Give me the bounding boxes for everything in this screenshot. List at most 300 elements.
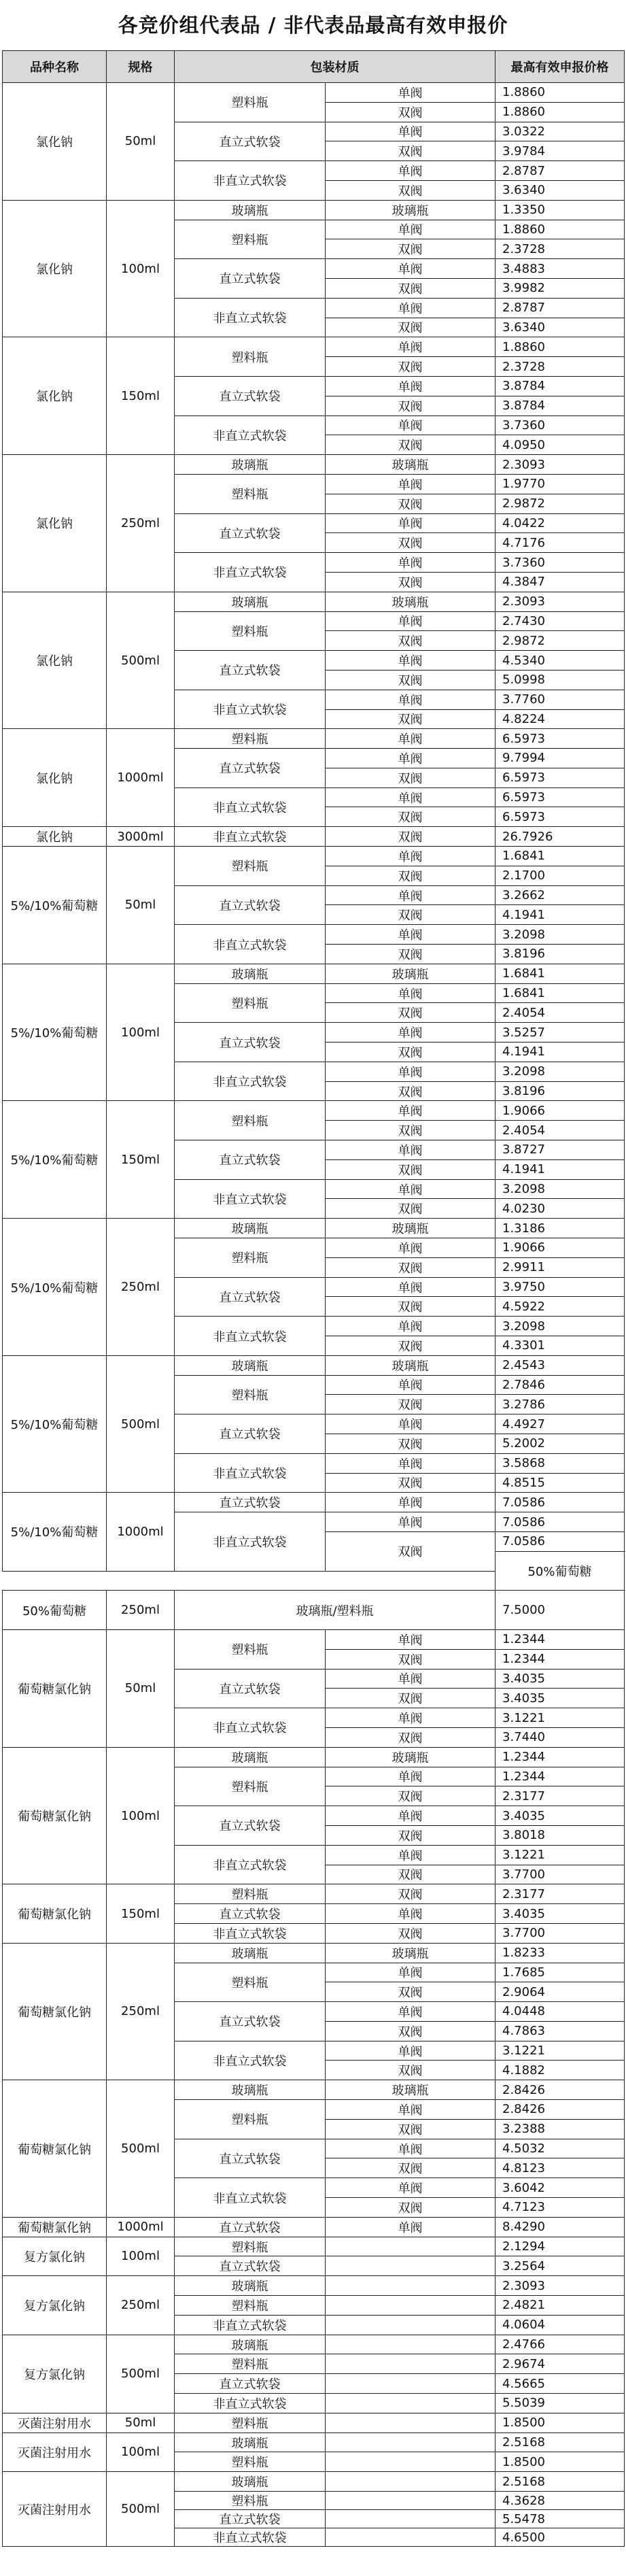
table-cell: 双阀 bbox=[326, 1825, 495, 1845]
table-cell: 双阀 bbox=[326, 1865, 495, 1884]
table-cell: 单阀 bbox=[326, 2041, 495, 2061]
price-cell: 4.0604 bbox=[495, 2315, 625, 2335]
table-cell: 单阀 bbox=[326, 1708, 495, 1728]
table-row bbox=[3, 455, 625, 475]
price-cell: 4.7863 bbox=[495, 2021, 625, 2041]
table-cell: 50%葡萄糖 bbox=[495, 1551, 625, 1591]
table-cell: 单阀 bbox=[326, 1023, 495, 1043]
table-cell: 直立式软袋 bbox=[175, 1806, 326, 1846]
table-cell: 单阀 bbox=[326, 2100, 495, 2120]
price-cell: 3.8196 bbox=[495, 1081, 625, 1101]
table-cell: 双阀 bbox=[326, 239, 495, 259]
table-cell: 塑料瓶 bbox=[175, 1884, 326, 1904]
price-cell: 5.2002 bbox=[495, 1434, 625, 1453]
table-cell bbox=[326, 2354, 495, 2374]
table-cell: 双阀 bbox=[326, 1121, 495, 1140]
table-cell: 单阀 bbox=[326, 553, 495, 573]
table-cell: 单阀 bbox=[326, 1140, 495, 1160]
table-row bbox=[3, 964, 625, 983]
table-cell: 塑料瓶 bbox=[175, 983, 326, 1023]
price-cell: 2.3728 bbox=[495, 239, 625, 259]
table-cell: 玻璃瓶 bbox=[326, 1355, 495, 1375]
table-cell: 非直立式软袋 bbox=[175, 1453, 326, 1493]
table-cell: 单阀 bbox=[326, 1179, 495, 1199]
table-cell: 玻璃瓶 bbox=[175, 2080, 326, 2100]
price-cell: 1.8500 bbox=[495, 2452, 625, 2472]
price-cell: 4.8224 bbox=[495, 709, 625, 729]
table-cell: 单阀 bbox=[326, 1767, 495, 1786]
table-cell: 单阀 bbox=[326, 847, 495, 866]
price-cell: 2.8426 bbox=[495, 2100, 625, 2120]
price-cell: 3.7440 bbox=[495, 1727, 625, 1747]
price-cell: 2.3093 bbox=[495, 592, 625, 611]
table-cell: 单阀 bbox=[326, 1493, 495, 1512]
price-cell: 3.4883 bbox=[495, 259, 625, 279]
table-cell: 双阀 bbox=[326, 1257, 495, 1277]
price-cell: 2.4543 bbox=[495, 1355, 625, 1375]
table-cell: 1000ml bbox=[107, 729, 175, 827]
table-cell: 塑料瓶 bbox=[175, 1101, 326, 1140]
table-cell: 玻璃瓶 bbox=[175, 2276, 326, 2296]
table-cell: 玻璃瓶 bbox=[175, 592, 326, 611]
price-cell: 4.5922 bbox=[495, 1297, 625, 1317]
table-cell: 单阀 bbox=[326, 1806, 495, 1826]
table-cell: 玻璃瓶 bbox=[175, 2335, 326, 2354]
table-row bbox=[3, 2080, 625, 2100]
price-cell: 2.7846 bbox=[495, 1375, 625, 1395]
price-cell: 7.0586 bbox=[495, 1531, 625, 1551]
table-cell: 塑料瓶 bbox=[175, 1629, 326, 1669]
price-cell: 3.4035 bbox=[495, 1806, 625, 1826]
table-cell: 250ml bbox=[107, 2276, 175, 2335]
table-row bbox=[3, 2433, 625, 2452]
price-cell: 2.8787 bbox=[495, 161, 625, 181]
table-cell: 单阀 bbox=[326, 2178, 495, 2198]
table-cell: 非直立式软袋 bbox=[175, 1845, 326, 1884]
table-cell: 塑料瓶 bbox=[175, 1238, 326, 1278]
table-cell: 玻璃瓶 bbox=[175, 2472, 326, 2492]
price-cell: 2.9064 bbox=[495, 1982, 625, 2002]
table-cell: 500ml bbox=[107, 592, 175, 729]
table-cell: 玻璃瓶 bbox=[326, 964, 495, 983]
table-cell: 非直立式软袋 bbox=[175, 1179, 326, 1219]
table-cell: 50ml bbox=[107, 1629, 175, 1747]
table-cell: 非直立式软袋 bbox=[175, 1512, 326, 1571]
table-row bbox=[3, 1884, 625, 1904]
table-cell: 氯化钠 bbox=[3, 337, 107, 455]
table-cell: 5%/10%葡萄糖 bbox=[3, 847, 107, 964]
table-cell: 塑料瓶 bbox=[175, 611, 326, 651]
table-cell: 直立式软袋 bbox=[175, 1140, 326, 1180]
table-cell: 玻璃瓶 bbox=[175, 1219, 326, 1238]
price-cell: 3.6340 bbox=[495, 318, 625, 337]
table-cell: 塑料瓶 bbox=[175, 1963, 326, 2002]
table-cell: 双阀 bbox=[326, 1297, 495, 1317]
price-cell: 4.0230 bbox=[495, 1199, 625, 1219]
table-cell: 葡萄糖氯化钠 bbox=[3, 2217, 107, 2237]
table-cell bbox=[326, 2374, 495, 2394]
price-cell: 2.4054 bbox=[495, 1003, 625, 1023]
table-cell: 150ml bbox=[107, 1101, 175, 1219]
table-cell bbox=[326, 2433, 495, 2452]
table-cell: 单阀 bbox=[326, 2139, 495, 2158]
table-cell: 直立式软袋 bbox=[175, 2139, 326, 2178]
table-row bbox=[3, 2237, 625, 2256]
table-cell: 双阀 bbox=[326, 278, 495, 298]
table-cell: 玻璃瓶 bbox=[326, 1943, 495, 1963]
price-cell: 1.6841 bbox=[495, 983, 625, 1003]
table-cell: 双阀 bbox=[326, 1884, 495, 1904]
table-cell: 单阀 bbox=[326, 1512, 495, 1532]
table-cell: 双阀 bbox=[326, 1081, 495, 1101]
table-cell: 单阀 bbox=[326, 2217, 495, 2237]
table-cell: 非直立式软袋 bbox=[175, 925, 326, 964]
table-cell: 双阀 bbox=[326, 670, 495, 690]
table-cell: 直立式软袋 bbox=[175, 376, 326, 416]
price-cell: 2.4821 bbox=[495, 2296, 625, 2316]
table-cell: 氯化钠 bbox=[3, 455, 107, 592]
table-row bbox=[3, 2276, 625, 2296]
price-cell: 3.2388 bbox=[495, 2119, 625, 2139]
price-cell: 4.7123 bbox=[495, 2198, 625, 2218]
price-cell: 1.6841 bbox=[495, 847, 625, 866]
price-cell: 4.3301 bbox=[495, 1336, 625, 1356]
table-cell: 直立式软袋 bbox=[175, 749, 326, 788]
table-cell: 单阀 bbox=[326, 1238, 495, 1258]
table-header-row bbox=[3, 51, 625, 83]
table-cell: 单阀 bbox=[326, 298, 495, 318]
table-cell: 非直立式软袋 bbox=[175, 2178, 326, 2218]
table-row bbox=[3, 1355, 625, 1375]
table-cell: 直立式软袋 bbox=[175, 1023, 326, 1062]
price-cell: 3.9982 bbox=[495, 278, 625, 298]
price-cell: 2.5168 bbox=[495, 2433, 625, 2452]
table-row bbox=[3, 827, 625, 847]
table-cell: 塑料瓶 bbox=[175, 2354, 326, 2374]
table-cell: 单阀 bbox=[326, 885, 495, 905]
price-cell: 1.2344 bbox=[495, 1629, 625, 1649]
table-cell: 直立式软袋 bbox=[175, 1414, 326, 1454]
header-packaging: 包装材质 bbox=[175, 51, 495, 83]
table-cell: 单阀 bbox=[326, 474, 495, 494]
table-cell: 塑料瓶 bbox=[175, 2492, 326, 2510]
table-cell: 塑料瓶 bbox=[175, 847, 326, 886]
table-cell: 双阀 bbox=[326, 2061, 495, 2080]
price-cell: 5.5039 bbox=[495, 2394, 625, 2413]
price-cell: 3.6340 bbox=[495, 180, 625, 200]
header-price: 最高有效申报价格 bbox=[495, 51, 625, 83]
price-cell: 1.6841 bbox=[495, 964, 625, 983]
price-cell: 1.7685 bbox=[495, 1963, 625, 1982]
table-cell: 50ml bbox=[107, 2413, 175, 2433]
table-cell: 单阀 bbox=[326, 1904, 495, 1924]
table-cell: 非直立式软袋 bbox=[175, 416, 326, 455]
price-cell: 2.3177 bbox=[495, 1786, 625, 1806]
price-cell: 4.5340 bbox=[495, 651, 625, 671]
table-cell: 双阀 bbox=[326, 945, 495, 964]
table-cell: 灭菌注射用水 bbox=[3, 2413, 107, 2433]
table-cell: 玻璃瓶 bbox=[326, 455, 495, 475]
table-cell: 单阀 bbox=[326, 651, 495, 671]
price-cell: 2.4766 bbox=[495, 2335, 625, 2354]
price-cell: 3.9750 bbox=[495, 1277, 625, 1297]
table-cell: 双阀 bbox=[326, 102, 495, 122]
table-row bbox=[3, 83, 625, 103]
price-cell: 2.9911 bbox=[495, 1257, 625, 1277]
price-cell: 4.1882 bbox=[495, 2061, 625, 2080]
price-cell: 3.5868 bbox=[495, 1453, 625, 1473]
table-cell: 双阀 bbox=[326, 1531, 495, 1571]
table-cell: 100ml bbox=[107, 2237, 175, 2276]
table-cell: 非直立式软袋 bbox=[175, 2041, 326, 2080]
table-cell: 直立式软袋 bbox=[175, 1493, 326, 1512]
table-cell: 双阀 bbox=[326, 827, 495, 847]
price-cell: 7.0586 bbox=[495, 1512, 625, 1532]
price-cell: 3.2098 bbox=[495, 1317, 625, 1336]
table-row bbox=[3, 729, 625, 749]
table-cell: 直立式软袋 bbox=[175, 2002, 326, 2041]
price-cell: 3.8196 bbox=[495, 945, 625, 964]
table-row bbox=[3, 2413, 625, 2433]
table-cell: 双阀 bbox=[326, 572, 495, 592]
table-cell: 双阀 bbox=[326, 435, 495, 455]
table-cell: 氯化钠 bbox=[3, 200, 107, 337]
header-spec: 规格 bbox=[107, 51, 175, 83]
table-cell: 100ml bbox=[107, 1747, 175, 1884]
table-cell: 双阀 bbox=[326, 2198, 495, 2218]
table-cell: 双阀 bbox=[326, 180, 495, 200]
price-cell: 4.8515 bbox=[495, 1473, 625, 1493]
price-cell: 4.0448 bbox=[495, 2002, 625, 2022]
price-cell: 3.4035 bbox=[495, 1904, 625, 1924]
table-cell: 双阀 bbox=[326, 357, 495, 377]
price-cell: 1.8500 bbox=[495, 2413, 625, 2433]
table-cell: 双阀 bbox=[326, 631, 495, 651]
table-cell: 直立式软袋 bbox=[175, 885, 326, 925]
table-cell bbox=[326, 2335, 495, 2354]
table-cell: 塑料瓶 bbox=[175, 474, 326, 513]
table-cell: 50ml bbox=[107, 83, 175, 201]
table-cell: 复方氯化钠 bbox=[3, 2335, 107, 2413]
table-cell: 250ml bbox=[107, 1943, 175, 2080]
table-cell: 单阀 bbox=[326, 1414, 495, 1434]
price-cell: 1.8860 bbox=[495, 337, 625, 357]
table-cell: 玻璃瓶 bbox=[326, 1747, 495, 1767]
price-cell: 4.3628 bbox=[495, 2492, 625, 2510]
table-cell: 双阀 bbox=[326, 709, 495, 729]
table-row bbox=[3, 1493, 625, 1512]
table-cell: 500ml bbox=[107, 2472, 175, 2547]
table-cell: 150ml bbox=[107, 337, 175, 455]
table-cell: 非直立式软袋 bbox=[175, 2394, 326, 2413]
price-cell: 6.5973 bbox=[495, 787, 625, 807]
table-cell: 单阀 bbox=[326, 983, 495, 1003]
price-cell: 3.1221 bbox=[495, 1708, 625, 1728]
table-cell: 单阀 bbox=[326, 1062, 495, 1081]
price-cell: 2.9674 bbox=[495, 2354, 625, 2374]
table-cell: 玻璃瓶 bbox=[175, 1943, 326, 1963]
price-cell: 2.7430 bbox=[495, 611, 625, 631]
table-cell: 双阀 bbox=[326, 866, 495, 885]
table-cell bbox=[326, 2296, 495, 2316]
table-row bbox=[3, 847, 625, 866]
table-cell: 非直立式软袋 bbox=[175, 1317, 326, 1356]
table-row bbox=[3, 1943, 625, 1963]
table-cell: 葡萄糖氯化钠 bbox=[3, 1747, 107, 1884]
table-cell: 单阀 bbox=[326, 787, 495, 807]
table-cell bbox=[326, 2413, 495, 2433]
table-row bbox=[3, 2472, 625, 2492]
table-cell: 1000ml bbox=[107, 1493, 175, 1571]
table-cell: 玻璃瓶 bbox=[175, 2433, 326, 2452]
price-cell: 3.1221 bbox=[495, 2041, 625, 2061]
price-cell: 7.5000 bbox=[495, 1591, 625, 1630]
table-cell: 单阀 bbox=[326, 1845, 495, 1865]
table-cell: 葡萄糖氯化钠 bbox=[3, 1884, 107, 1943]
table-cell: 双阀 bbox=[326, 1199, 495, 1219]
table-cell: 玻璃瓶 bbox=[175, 455, 326, 475]
price-cell: 3.8784 bbox=[495, 396, 625, 416]
table-cell: 500ml bbox=[107, 2080, 175, 2218]
price-cell: 6.5973 bbox=[495, 768, 625, 787]
price-cell: 3.7360 bbox=[495, 553, 625, 573]
table-cell: 玻璃瓶 bbox=[175, 964, 326, 983]
table-cell: 玻璃瓶 bbox=[326, 2080, 495, 2100]
price-cell: 1.3186 bbox=[495, 1219, 625, 1238]
table-cell bbox=[326, 2394, 495, 2413]
table-cell: 双阀 bbox=[326, 1395, 495, 1414]
table-cell: 塑料瓶 bbox=[175, 83, 326, 122]
table-cell: 塑料瓶 bbox=[175, 2100, 326, 2139]
price-cell: 2.8426 bbox=[495, 2080, 625, 2100]
table-row bbox=[3, 1747, 625, 1767]
price-cell: 3.7360 bbox=[495, 416, 625, 435]
price-cell: 2.3177 bbox=[495, 1884, 625, 1904]
table-cell: 100ml bbox=[107, 2433, 175, 2472]
table-cell: 塑料瓶 bbox=[175, 2452, 326, 2472]
price-cell: 9.7994 bbox=[495, 749, 625, 768]
table-cell: 氯化钠 bbox=[3, 827, 107, 847]
table-row bbox=[3, 200, 625, 220]
table-cell: 单阀 bbox=[326, 1277, 495, 1297]
price-cell: 1.8233 bbox=[495, 1943, 625, 1963]
table-cell: 100ml bbox=[107, 200, 175, 337]
table-cell: 葡萄糖氯化钠 bbox=[3, 2080, 107, 2218]
page-title: 各竞价组代表品 / 非代表品最高有效申报价 bbox=[118, 14, 508, 37]
price-cell: 3.8727 bbox=[495, 1140, 625, 1160]
table-cell: 灭菌注射用水 bbox=[3, 2433, 107, 2472]
table-cell bbox=[326, 2528, 495, 2547]
price-cell: 2.9872 bbox=[495, 631, 625, 651]
table-cell: 5%/10%葡萄糖 bbox=[3, 1493, 107, 1571]
table-cell: 复方氯化钠 bbox=[3, 2276, 107, 2335]
table-cell: 非直立式软袋 bbox=[175, 827, 326, 847]
table-cell: 直立式软袋 bbox=[175, 1669, 326, 1708]
table-cell: 250ml bbox=[107, 1591, 175, 1630]
table-cell: 玻璃瓶 bbox=[326, 592, 495, 611]
table-cell: 双阀 bbox=[326, 905, 495, 925]
table-cell: 单阀 bbox=[326, 925, 495, 945]
price-table bbox=[2, 50, 625, 2547]
table-cell: 单阀 bbox=[326, 513, 495, 533]
price-cell: 2.3728 bbox=[495, 357, 625, 377]
price-cell: 2.4054 bbox=[495, 1121, 625, 1140]
table-cell: 玻璃瓶 bbox=[326, 1219, 495, 1238]
table-cell: 直立式软袋 bbox=[175, 1904, 326, 1924]
table-cell: 塑料瓶 bbox=[175, 1767, 326, 1806]
table-cell: 单阀 bbox=[326, 1669, 495, 1689]
table-cell: 非直立式软袋 bbox=[175, 2315, 326, 2335]
table-cell: 单阀 bbox=[326, 220, 495, 239]
table-cell: 单阀 bbox=[326, 729, 495, 749]
table-cell: 玻璃瓶 bbox=[175, 200, 326, 220]
price-cell: 1.8860 bbox=[495, 83, 625, 103]
table-cell: 双阀 bbox=[326, 1336, 495, 1356]
price-cell: 4.1941 bbox=[495, 1159, 625, 1179]
price-cell: 3.7700 bbox=[495, 1865, 625, 1884]
table-cell: 灭菌注射用水 bbox=[3, 2472, 107, 2547]
price-cell: 2.1700 bbox=[495, 866, 625, 885]
table-cell: 非直立式软袋 bbox=[175, 298, 326, 337]
table-cell: 单阀 bbox=[326, 1453, 495, 1473]
table-cell: 3000ml bbox=[107, 827, 175, 847]
price-cell: 3.8018 bbox=[495, 1825, 625, 1845]
price-cell: 3.4035 bbox=[495, 1669, 625, 1689]
table-cell: 直立式软袋 bbox=[175, 2510, 326, 2528]
table-cell: 双阀 bbox=[326, 396, 495, 416]
table-cell: 单阀 bbox=[326, 1101, 495, 1121]
table-cell: 葡萄糖氯化钠 bbox=[3, 1943, 107, 2080]
table-cell: 直立式软袋 bbox=[175, 2374, 326, 2394]
table-cell: 双阀 bbox=[326, 1434, 495, 1453]
table-cell bbox=[326, 2276, 495, 2296]
table-cell: 250ml bbox=[107, 455, 175, 592]
price-cell: 6.5973 bbox=[495, 807, 625, 827]
price-cell: 1.2344 bbox=[495, 1649, 625, 1669]
price-cell: 5.0998 bbox=[495, 670, 625, 690]
table-cell: 双阀 bbox=[326, 1003, 495, 1023]
table-cell: 非直立式软袋 bbox=[175, 1708, 326, 1748]
table-row bbox=[3, 1219, 625, 1238]
table-cell: 塑料瓶 bbox=[175, 2413, 326, 2433]
price-cell: 3.0322 bbox=[495, 122, 625, 141]
price-cell: 4.4927 bbox=[495, 1414, 625, 1434]
table-row bbox=[3, 1101, 625, 1121]
table-cell: 单阀 bbox=[326, 259, 495, 279]
table-cell bbox=[326, 2472, 495, 2492]
table-cell: 双阀 bbox=[326, 1689, 495, 1708]
table-cell: 非直立式软袋 bbox=[175, 1062, 326, 1101]
table-cell bbox=[326, 2256, 495, 2276]
table-cell bbox=[326, 2452, 495, 2472]
table-body bbox=[3, 83, 625, 2547]
table-cell: 塑料瓶 bbox=[175, 220, 326, 259]
table-cell: 玻璃瓶/塑料瓶 bbox=[175, 1591, 495, 1630]
table-cell: 直立式软袋 bbox=[175, 122, 326, 161]
table-cell: 5%/10%葡萄糖 bbox=[3, 1219, 107, 1356]
table-cell: 双阀 bbox=[326, 1982, 495, 2002]
price-cell: 1.2344 bbox=[495, 1767, 625, 1786]
price-cell: 2.8787 bbox=[495, 298, 625, 318]
table-cell: 直立式软袋 bbox=[175, 2217, 326, 2237]
table-cell: 双阀 bbox=[326, 1159, 495, 1179]
table-cell: 50%葡萄糖 bbox=[3, 1591, 107, 1630]
table-cell: 非直立式软袋 bbox=[175, 553, 326, 592]
table-cell: 单阀 bbox=[326, 611, 495, 631]
table-cell: 复方氯化钠 bbox=[3, 2237, 107, 2276]
price-cell: 5.5478 bbox=[495, 2510, 625, 2528]
price-cell: 4.7176 bbox=[495, 533, 625, 553]
